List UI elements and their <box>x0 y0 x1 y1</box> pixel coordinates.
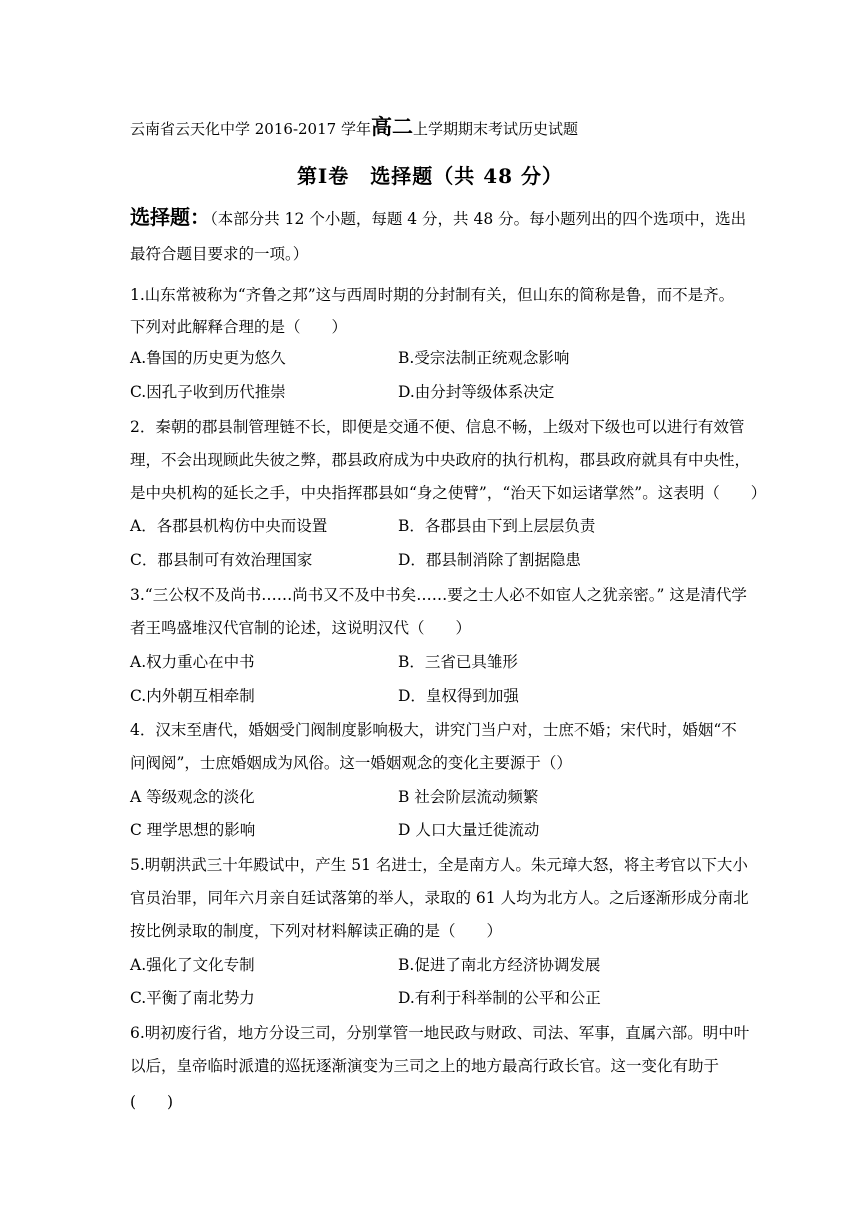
question-1-line-1: 1.山东常被称为“齐鲁之邦”这与西周时期的分封制有关，但山东的简称是鲁，而不是齐。 <box>130 286 735 304</box>
question-1-line-2: 下列对此解释合理的是（ ） <box>130 318 348 336</box>
question-2-line-1: 2．秦朝的郡县制管理链不长，即便是交通不便、信息不畅，上级对下级也可以进行有效管 <box>130 418 745 436</box>
question-6-line-1: 6.明初废行省，地方分设三司，分别掌管一地民政与财政、司法、军事，直属六部。明中叶 <box>130 1024 750 1042</box>
question-1-option-c: C.因孔子收到历代推崇 <box>130 383 286 401</box>
question-3-line-1: 3.“三公权不及尚书……尚书又不及中书矣……要之士人必不如宦人之犹亲密。” 这是清代学 <box>130 586 747 604</box>
header-grade: 高二 <box>370 114 413 139</box>
question-5-option-d: D.有利于科举制的公平和公正 <box>398 989 601 1007</box>
question-3-line-2: 者王鸣盛堆汉代官制的论述，这说明汉代（ ） <box>130 619 472 637</box>
question-3-option-a: A.权力重心在中书 <box>130 653 255 671</box>
question-4-option-a: A 等级观念的淡化 <box>130 788 255 806</box>
question-5-option-a: A.强化了文化专制 <box>130 956 255 974</box>
question-1-option-a: A.鲁国的历史更为悠久 <box>130 349 286 367</box>
intro-line-2: 最符合题目要求的一项。） <box>130 245 309 263</box>
question-4-line-2: 问阀阅”，士庶婚姻成为风俗。这一婚姻观念的变化主要源于（） <box>130 754 572 772</box>
question-4-line-1: 4．汉末至唐代，婚姻受门阀制度影响极大，讲究门当户对，士庶不婚；宋代时，婚姻“不 <box>130 721 737 739</box>
question-3-option-d: D．皇权得到加强 <box>398 687 519 705</box>
header-exam-name: 上学期期末考试历史试题 <box>412 120 578 138</box>
header-school-year: 云南省云天化中学 2016-2017 学年 <box>130 120 371 138</box>
question-4-option-d: D 人口大量迁徙流动 <box>398 821 540 839</box>
question-5-line-3: 按比例录取的制度，下列对材料解读正确的是（ ） <box>130 922 503 940</box>
question-5-line-2: 官员治罪，同年六月亲自廷试落第的举人，录取的 61 人均为北方人。之后逐渐形成分南北 <box>130 889 749 907</box>
question-5-option-c: C.平衡了南北势力 <box>130 989 255 1007</box>
question-1-option-d: D.由分封等级体系决定 <box>398 383 555 401</box>
question-4-option-c: C 理学思想的影响 <box>130 821 256 839</box>
question-3-option-b: B．三省已具雏形 <box>398 653 518 671</box>
intro-lead: 选择题： <box>130 205 210 229</box>
question-6-line-3: ( ) <box>130 1093 174 1111</box>
question-4-option-b: B 社会阶层流动频繁 <box>398 788 539 806</box>
exam-header <box>130 114 578 139</box>
question-2-line-2: 理，不会出现顾此失彼之弊，郡县政府成为中央政府的执行机构，郡县政府就具有中央性， <box>130 451 751 469</box>
question-5-line-1: 5.明朝洪武三十年殿试中，产生 51 名进士，全是南方人。朱元璋大怒，将主考官以下大小 <box>130 856 748 874</box>
question-2-option-b: B．各郡县由下到上层层负责 <box>398 517 596 535</box>
part-title: 第Ⅰ卷 选择题（共 48 分） <box>296 164 564 188</box>
question-2-line-3: 是中央机构的延长之手，中央指挥郡县如“身之使臂”，“治天下如运诸掌然”。这表明（ ） <box>130 484 767 502</box>
intro-line-1 <box>130 207 746 229</box>
question-2-option-d: D．郡县制消除了割据隐患 <box>398 551 581 569</box>
question-2-option-c: C．郡县制可有效治理国家 <box>130 551 313 569</box>
question-1-option-b: B.受宗法制正统观念影响 <box>398 349 570 367</box>
question-6-line-2: 以后，皇帝临时派遣的巡抚逐渐演变为三司之上的地方最高行政长官。这一变化有助于 <box>130 1057 720 1075</box>
intro-text: （本部分共 12 个小题，每题 4 分，共 48 分。每小题列出的四个选项中，选出 <box>210 210 747 228</box>
question-3-option-c: C.内外朝互相牵制 <box>130 687 255 705</box>
question-2-option-a: A．各郡县机构仿中央而设置 <box>130 517 328 535</box>
question-5-option-b: B.促进了南北方经济协调发展 <box>398 956 601 974</box>
